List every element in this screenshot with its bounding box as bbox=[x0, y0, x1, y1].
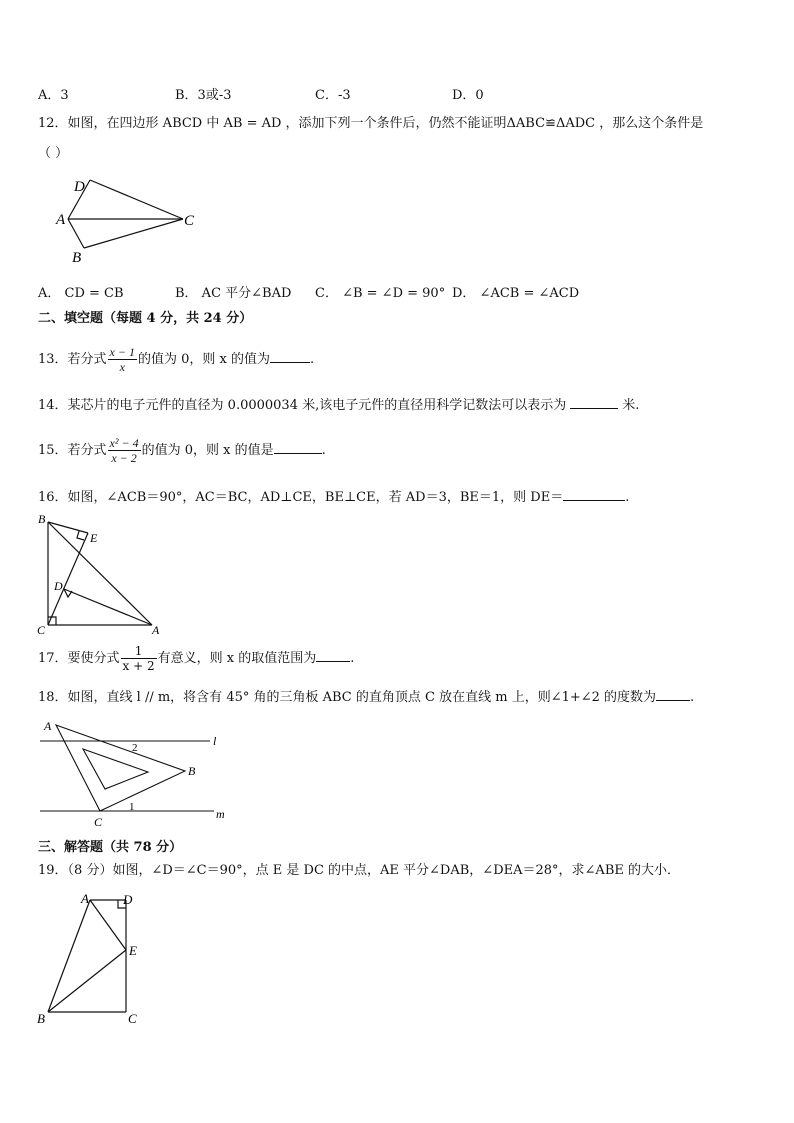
q18-text: 18．如图，直线 l // m，将含有 45° 角的三角板 ABC 的直角顶点 C 放在直线 m 上，则∠1+∠2 的度数为 bbox=[38, 690, 657, 705]
q18-label-c: C bbox=[94, 815, 103, 829]
q12-answer-paren: （ ） bbox=[38, 146, 69, 161]
q14 bbox=[38, 396, 639, 414]
q18-figure bbox=[38, 714, 238, 830]
q17-end: . bbox=[350, 651, 355, 666]
q16-label-c: C bbox=[37, 623, 46, 637]
q13-end: . bbox=[309, 352, 315, 367]
q14-text: 14．某芯片的电子元件的直径为 0.0000034 米,该电子元件的直径用科学记数法可以表示为 bbox=[38, 398, 567, 413]
q15-denominator: x − 2 bbox=[111, 451, 137, 465]
q18-angle-1: 1 bbox=[129, 801, 135, 813]
q13-numerator: x − 1 bbox=[109, 345, 135, 359]
q13 bbox=[38, 337, 314, 383]
q19-label-a: A bbox=[81, 891, 89, 906]
q15-prefix: 15．若分式 bbox=[38, 443, 107, 458]
q14-end: 米. bbox=[622, 398, 640, 413]
section-solve-title: 三、解答题（共 78 分） bbox=[38, 840, 183, 855]
q18-label-m: m bbox=[216, 807, 225, 821]
q18-end: . bbox=[690, 690, 695, 705]
q18-answer-blank[interactable] bbox=[656, 688, 690, 701]
q16-answer-blank[interactable] bbox=[563, 488, 625, 501]
q11-option-c: C．-3 bbox=[315, 88, 351, 103]
q16-label-d: D bbox=[54, 579, 63, 593]
q19-label-b: B bbox=[37, 1011, 45, 1026]
q16-label-b: B bbox=[38, 512, 46, 526]
q12-label-c: C bbox=[184, 213, 195, 229]
q15-numerator: x² − 4 bbox=[109, 436, 139, 450]
q17 bbox=[38, 636, 354, 682]
q18-label-l: l bbox=[213, 734, 217, 748]
q17-denominator: x + 2 bbox=[122, 659, 155, 673]
q17-numerator: 1 bbox=[121, 644, 157, 659]
q16-end: . bbox=[625, 490, 630, 505]
q18-label-b: B bbox=[188, 764, 196, 778]
q12-label-b: B bbox=[72, 250, 82, 266]
q16-figure bbox=[34, 510, 174, 640]
q12-question-text: 12．如图，在四边形 ABCD 中 AB = AD ，添加下列一个条件后，仍然不能证明ΔABC≌ΔADC ，那么这个条件是 bbox=[38, 116, 704, 131]
q11-option-d: D．0 bbox=[452, 88, 484, 103]
q16-label-a: A bbox=[152, 623, 160, 637]
q12-option-a: A． CD = CB bbox=[38, 286, 124, 301]
q13-prefix: 13．若分式 bbox=[38, 352, 107, 367]
q12-option-c: C． ∠B = ∠D = 90° bbox=[315, 286, 446, 301]
q12-label-a: A bbox=[56, 212, 66, 228]
q12-option-b: B． AC 平分∠BAD bbox=[175, 286, 292, 301]
q11-option-a: A．3 bbox=[38, 88, 69, 103]
q18-label-a: A bbox=[44, 719, 52, 733]
q16-text: 16．如图，∠ACB＝90°，AC＝BC，AD⊥CE，BE⊥CE，若 AD＝3，BE＝1，则 DE＝ bbox=[38, 490, 564, 505]
q17-suffix: 有意义，则 x 的取值范围为 bbox=[157, 651, 317, 666]
q12-label-d: D bbox=[74, 179, 85, 195]
q15-end: . bbox=[321, 443, 326, 458]
q19-question-text: 19．（8 分）如图，∠D＝∠C＝90°，点 E 是 DC 的中点，AE 平分∠DAB，∠DEA＝28°，求∠ABE 的大小． bbox=[38, 863, 680, 878]
q15-answer-blank[interactable] bbox=[274, 441, 322, 454]
q16-label-e: E bbox=[90, 531, 98, 545]
q15-suffix: 的值为 0，则 x 的值是 bbox=[141, 443, 274, 458]
q15-fraction bbox=[108, 436, 141, 465]
q13-denominator: x bbox=[119, 360, 125, 374]
q16 bbox=[38, 488, 629, 506]
q12-figure bbox=[50, 172, 210, 267]
q18 bbox=[38, 688, 694, 706]
q19-label-d: D bbox=[123, 892, 133, 907]
q13-fraction bbox=[108, 345, 137, 374]
q19-label-c: C bbox=[128, 1011, 137, 1026]
section-fill-in-title: 二、填空题（每题 4 分，共 24 分） bbox=[38, 311, 253, 326]
q13-answer-blank[interactable] bbox=[270, 350, 310, 363]
q18-angle-2: 2 bbox=[132, 742, 138, 754]
q13-suffix: 的值为 0，则 x 的值为 bbox=[137, 352, 270, 367]
q12-option-d: D． ∠ACB = ∠ACD bbox=[452, 286, 580, 301]
q19-label-e: E bbox=[129, 943, 137, 958]
q17-fraction bbox=[121, 644, 157, 673]
q17-answer-blank[interactable] bbox=[316, 649, 350, 662]
q19-figure bbox=[34, 888, 154, 1028]
q15 bbox=[38, 428, 326, 474]
q14-answer-blank[interactable] bbox=[570, 396, 618, 409]
q11-option-b: B．3或-3 bbox=[175, 88, 232, 103]
q17-prefix: 17．要使分式 bbox=[38, 651, 120, 666]
